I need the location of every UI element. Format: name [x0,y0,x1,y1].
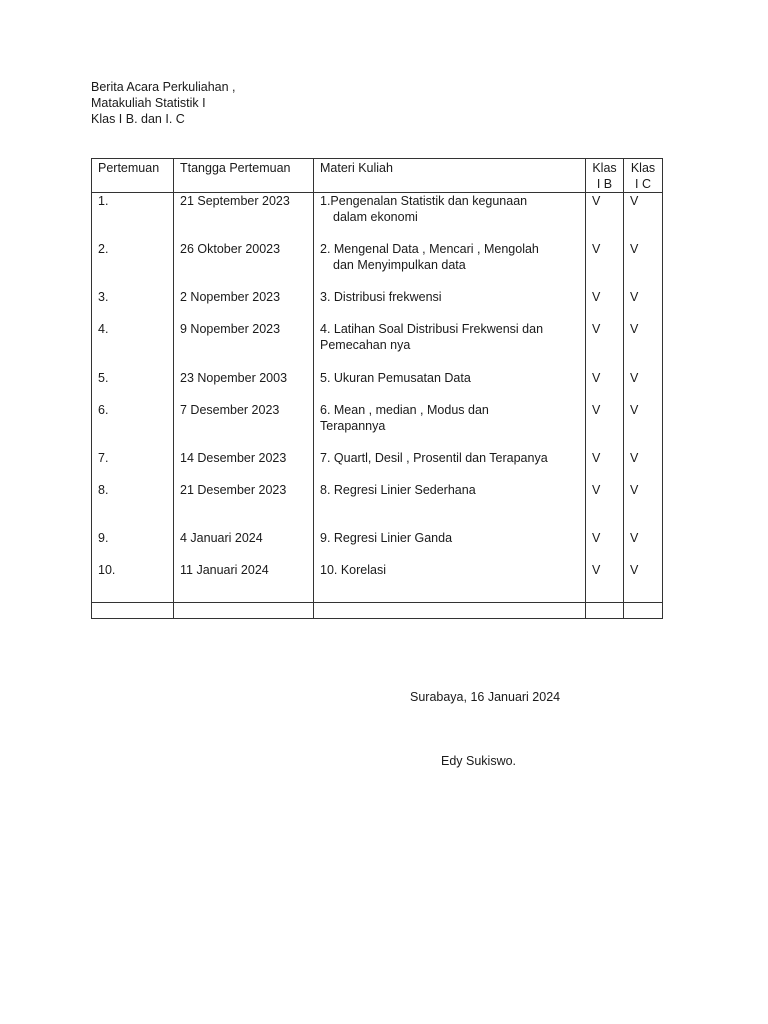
row-topic-line1: 4. Latihan Soal Distribusi Frekwensi dan [320,321,544,336]
table-row [92,530,663,562]
row-number: 6. [92,402,174,450]
row-date: 4 Januari 2024 [174,530,314,562]
row-number: 4. [92,321,174,370]
row-date: 7 Desember 2023 [174,402,314,450]
row-topic [314,193,586,241]
row-topic: 9. Regresi Linier Ganda [314,530,586,562]
row-check-ic: V [624,402,663,450]
row-topic-line2: dalam ekonomi [333,210,418,224]
row-topic: 5. Ukuran Pemusatan Data [314,370,586,402]
row-topic [314,402,586,450]
row-check-ic: V [624,482,663,530]
place-and-date: Surabaya, 16 Januari 2024 [410,690,561,704]
row-topic: 8. Regresi Linier Sederhana [314,482,586,530]
col-header-klas-ib-line2: I B [596,177,613,191]
row-check-ib: V [586,450,624,482]
row-number: 7. [92,450,174,482]
row-check-ib: V [586,321,624,370]
col-header-klas-ib [586,159,624,193]
col-header-klas-ic-line2: I C [635,177,651,191]
col-header-klas-ic-line1: Klas [630,161,656,175]
empty-cell [314,603,586,619]
row-topic: 3. Distribusi frekwensi [314,289,586,321]
table-row [92,562,663,603]
signature-name: Edy Sukiswo. [441,754,517,768]
row-number: 5. [92,370,174,402]
row-topic [314,241,586,289]
table-row [92,482,663,530]
row-check-ib: V [586,289,624,321]
row-topic-line2: dan Menyimpulkan data [333,257,466,272]
table-row [92,241,663,289]
empty-cell [624,603,663,619]
col-header-klas-ib-line1: Klas [592,161,617,175]
table-header-row [92,159,663,193]
document-header [91,79,236,127]
col-header-pertemuan: Pertemuan [92,159,174,193]
row-check-ic: V [624,562,663,603]
row-topic-line1: 2. Mengenal Data , Mencari , Mengolah [320,241,539,256]
row-number: 8. [92,482,174,530]
empty-cell [174,603,314,619]
row-check-ic: V [624,241,663,289]
empty-cell [586,603,624,619]
table-row [92,450,663,482]
row-date: 14 Desember 2023 [174,450,314,482]
col-header-klas-ic [624,159,663,193]
row-topic-line2: Pemecahan nya [320,337,411,352]
row-date: 23 Nopember 2003 [174,370,314,402]
row-number: 2. [92,241,174,289]
row-check-ib: V [586,562,624,603]
table-row [92,321,663,370]
row-date: 26 Oktober 20023 [174,241,314,289]
row-check-ic: V [624,289,663,321]
table-row [92,370,663,402]
row-check-ic: V [624,370,663,402]
row-check-ib: V [586,482,624,530]
row-date: 11 Januari 2024 [174,562,314,603]
row-number: 10. [92,562,174,603]
row-number: 3. [92,289,174,321]
empty-cell [92,603,174,619]
row-check-ic: V [624,450,663,482]
header-classes: Klas I B. dan I. C [91,112,185,126]
row-check-ic: V [624,321,663,370]
table-row [92,193,663,241]
row-check-ic: V [624,193,663,241]
table-row [92,402,663,450]
header-course: Matakuliah Statistik I [91,96,206,110]
row-topic: 10. Korelasi [314,562,586,603]
row-date: 9 Nopember 2023 [174,321,314,370]
lecture-schedule-table [91,158,663,619]
table-row-empty [92,603,663,619]
row-topic-line2: Terapannya [320,418,386,433]
row-check-ic: V [624,530,663,562]
row-topic [314,321,586,370]
row-topic-line1: 1.Pengenalan Statistik dan kegunaan [320,194,528,208]
row-date: 2 Nopember 2023 [174,289,314,321]
row-topic-line1: 6. Mean , median , Modus dan [320,402,489,417]
row-check-ib: V [586,241,624,289]
row-date: 21 September 2023 [174,193,314,241]
row-check-ib: V [586,370,624,402]
row-date: 21 Desember 2023 [174,482,314,530]
col-header-tanggal: Ttangga Pertemuan [174,159,314,193]
row-check-ib: V [586,402,624,450]
row-check-ib: V [586,530,624,562]
row-check-ib: V [586,193,624,241]
row-topic: 7. Quartl, Desil , Prosentil dan Terapanya [314,450,586,482]
header-title: Berita Acara Perkuliahan , [91,80,236,94]
col-header-materi: Materi Kuliah [314,159,586,193]
table-row [92,289,663,321]
row-number: 9. [92,530,174,562]
row-number: 1. [92,193,174,241]
